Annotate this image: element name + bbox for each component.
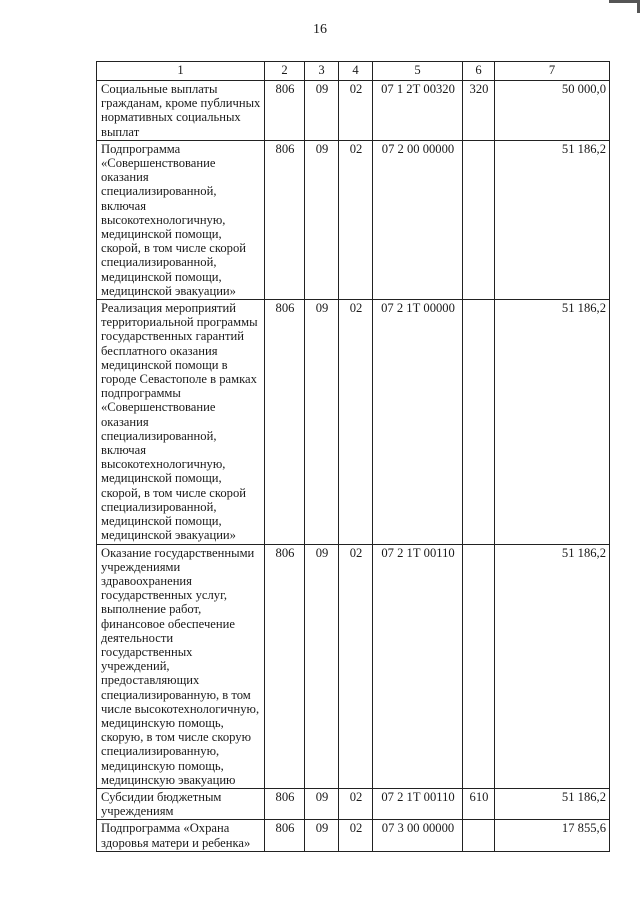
- row-col-2: 806: [265, 788, 305, 819]
- header-col-4: 4: [339, 62, 373, 81]
- row-name: Реализация мероприятий территориальной программы государственных гарантий бесплатного оказания медицинской помощи в городе Севастополе в рамках подпрограммы «Совершенствование оказания специализированной, включая высокотехнологичную, медицинской помощи, скорой, в том числе скорой специализированной, медицинской помощи, медицинской эвакуации»: [97, 300, 265, 544]
- header-col-7: 7: [495, 62, 610, 81]
- header-col-5: 5: [373, 62, 463, 81]
- row-col-2: 806: [265, 140, 305, 299]
- row-col-3: 09: [305, 81, 339, 141]
- row-col-6: [463, 820, 495, 851]
- row-col-7: 51 186,2: [495, 788, 610, 819]
- row-name: Оказание государственными учреждениями здравоохранения государственных услуг, выполнение работ, финансовое обеспечение деятельности государственных учреждений, предоставляющих специализированную, в том числе высокотехнологичную, медицинскую помощь, скорую, в том числе скорую специализированную, медицинскую помощь, медицинскую эвакуацию: [97, 544, 265, 788]
- row-col-6: [463, 544, 495, 788]
- row-col-7: 51 186,2: [495, 300, 610, 544]
- table-header: [97, 62, 610, 81]
- row-col-5: 07 2 1Т 00110: [373, 788, 463, 819]
- row-col-4: 02: [339, 140, 373, 299]
- page-number: 16: [313, 22, 327, 37]
- row-col-6: 610: [463, 788, 495, 819]
- row-col-7: 50 000,0: [495, 81, 610, 141]
- scan-corner-mark: [609, 0, 640, 13]
- row-col-4: 02: [339, 300, 373, 544]
- row-col-4: 02: [339, 81, 373, 141]
- header-col-3: 3: [305, 62, 339, 81]
- header-row: [97, 62, 610, 81]
- table-row: [97, 820, 610, 851]
- row-col-3: 09: [305, 300, 339, 544]
- row-col-5: 07 2 1Т 00000: [373, 300, 463, 544]
- row-col-2: 806: [265, 820, 305, 851]
- table-row: [97, 300, 610, 544]
- table-row: [97, 788, 610, 819]
- row-col-7: 17 855,6: [495, 820, 610, 851]
- header-col-2: 2: [265, 62, 305, 81]
- table-row: [97, 140, 610, 299]
- row-col-5: 07 1 2Т 00320: [373, 81, 463, 141]
- row-name: Подпрограмма «Совершенствование оказания специализированной, включая высокотехнологичную, медицинской помощи, скорой, в том числе скорой специализированной, медицинской помощи, медицинской эвакуации»: [97, 140, 265, 299]
- row-col-3: 09: [305, 820, 339, 851]
- row-name: Подпрограмма «Охрана здоровья матери и ребенка»: [97, 820, 265, 851]
- header-col-1: 1: [97, 62, 265, 81]
- row-col-6: [463, 300, 495, 544]
- row-col-2: 806: [265, 544, 305, 788]
- table-row: [97, 544, 610, 788]
- budget-table: [96, 61, 610, 852]
- row-col-7: 51 186,2: [495, 544, 610, 788]
- row-col-4: 02: [339, 788, 373, 819]
- row-col-6: 320: [463, 81, 495, 141]
- row-col-5: 07 3 00 00000: [373, 820, 463, 851]
- row-col-5: 07 2 00 00000: [373, 140, 463, 299]
- row-col-5: 07 2 1Т 00110: [373, 544, 463, 788]
- table-body: [97, 81, 610, 852]
- row-name: Субсидии бюджетным учреждениям: [97, 788, 265, 819]
- header-col-6: 6: [463, 62, 495, 81]
- row-col-4: 02: [339, 544, 373, 788]
- row-col-7: 51 186,2: [495, 140, 610, 299]
- row-name: Социальные выплаты гражданам, кроме публичных нормативных социальных выплат: [97, 81, 265, 141]
- table-row: [97, 81, 610, 141]
- row-col-3: 09: [305, 140, 339, 299]
- row-col-3: 09: [305, 544, 339, 788]
- row-col-4: 02: [339, 820, 373, 851]
- row-col-3: 09: [305, 788, 339, 819]
- row-col-6: [463, 140, 495, 299]
- row-col-2: 806: [265, 300, 305, 544]
- row-col-2: 806: [265, 81, 305, 141]
